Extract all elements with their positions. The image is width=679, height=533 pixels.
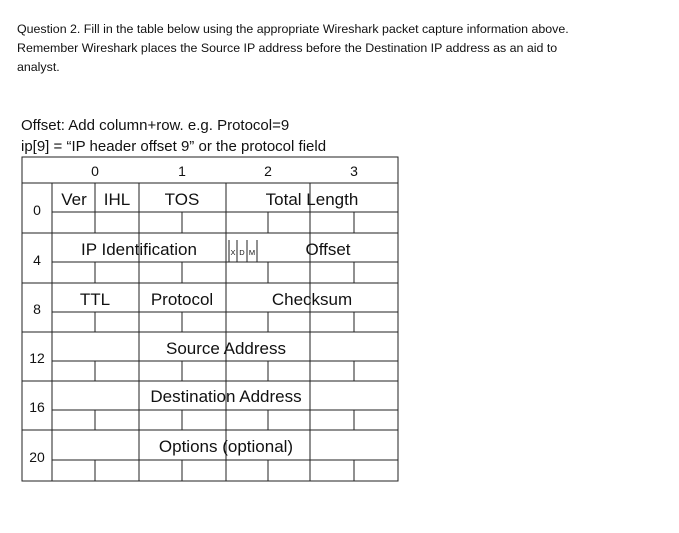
flag-m: M — [248, 248, 256, 257]
row-offset-16: 16 — [29, 399, 45, 415]
field-ip-identification: IP Identification — [81, 240, 197, 259]
question-line-3: analyst. — [17, 60, 60, 74]
field-destination-address: Destination Address — [150, 387, 302, 406]
field-options: Options (optional) — [158, 437, 294, 456]
flag-x: X — [230, 248, 236, 257]
field-source-address: Source Address — [165, 339, 287, 358]
column-header-1: 1 — [178, 163, 186, 179]
field-ver: Ver — [61, 190, 87, 209]
row-offset-4: 4 — [33, 252, 41, 268]
column-header-2: 2 — [264, 163, 272, 179]
field-offset: Offset — [305, 240, 351, 259]
row-offset-20: 20 — [29, 449, 45, 465]
column-header-0: 0 — [91, 163, 99, 179]
row-offset-0: 0 — [33, 202, 41, 218]
field-checksum: Checksum — [271, 290, 353, 309]
instruction-line-2: ip[9] = “IP header offset 9” or the protocol field — [21, 138, 327, 155]
field-protocol: Protocol — [150, 290, 214, 309]
field-total-length: Total Length — [265, 190, 359, 209]
flag-d: D — [239, 248, 245, 257]
field-ihl: IHL — [103, 190, 131, 209]
question-line-1: Question 2. Fill in the table below using the appropriate Wireshark packet capture information above. — [17, 22, 569, 36]
row-offset-12: 12 — [29, 350, 45, 366]
question-line-2: Remember Wireshark places the Source IP address before the Destination IP address as an aid to — [17, 41, 558, 55]
row-offset-8: 8 — [33, 301, 41, 317]
field-tos: TOS — [164, 190, 200, 209]
field-ttl: TTL — [79, 290, 111, 309]
instruction-line-1: Offset: Add column+row. e.g. Protocol=9 — [21, 117, 290, 134]
column-header-3: 3 — [350, 163, 358, 179]
